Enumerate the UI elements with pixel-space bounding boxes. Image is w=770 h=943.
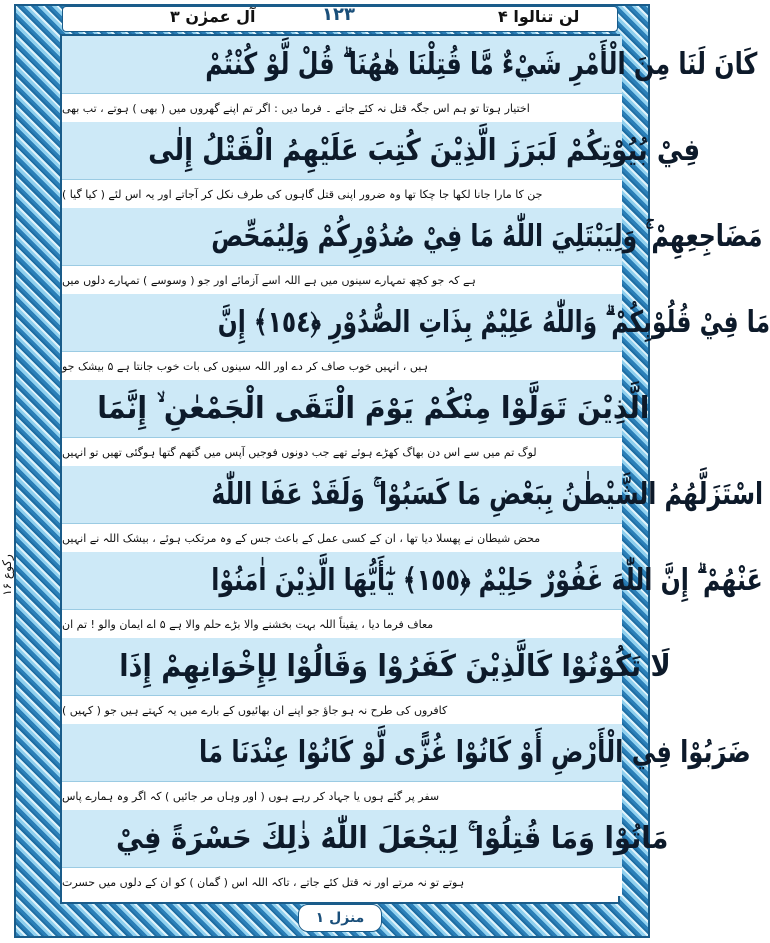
arabic-verse-line (62, 724, 751, 782)
urdu-translation-line (62, 868, 622, 896)
urdu-translation-line (62, 180, 622, 208)
arabic-verse-line (62, 638, 671, 696)
urdu-translation-line (62, 696, 622, 724)
urdu-translation-line (62, 782, 622, 810)
urdu-translation-text: جن کا مارا جانا لکھا جا چکا تھا وہ ضرور اپنی قتل گاہوں کی طرف نکل کر آجاتے اور یہ اس لئے ( کیا گیا ) (62, 187, 543, 201)
arabic-verse-text: اسْتَزَلَّهُمُ الشَّيْطٰنُ بِبَعْضِ مَا كَسَبُوْا ۚ وَلَقَدْ عَفَا اللّٰهُ (211, 477, 764, 512)
urdu-translation-line (62, 610, 622, 638)
manzil-label: منزل ۱ (298, 904, 382, 932)
arabic-verse-line (62, 466, 764, 524)
arabic-verse-line (62, 294, 770, 352)
page-number: ۱۲۳ (322, 4, 355, 25)
urdu-translation-line (62, 266, 622, 294)
arabic-verse-text: فِيْ بُيُوْتِكُمْ لَبَرَزَ الَّذِيْنَ كُتِبَ عَلَيْهِمُ الْقَتْلُ إِلٰى (148, 133, 701, 168)
urdu-translation-line (62, 438, 622, 466)
arabic-verse-line (62, 810, 669, 868)
arabic-verse-text: عَنْهُمْ ۗ إِنَّ اللّٰهَ غَفُوْرٌ حَلِيْمٌ ﴿١٥٥﴾ يٰٓأَيُّهَا الَّذِيْنَ اٰمَنُوْا (211, 563, 763, 598)
arabic-verse-text: الَّذِيْنَ تَوَلَّوْا مِنْكُمْ يَوْمَ الْتَقَى الْجَمْعٰنِ ۙ إِنَّمَا (97, 391, 650, 426)
urdu-translation-text: ہیں ، انہیں خوب صاف کر دے اور اللہ سینوں کی بات خوب جانتا ہے ۵ بیشک جو (62, 359, 428, 373)
urdu-translation-text: اختیار ہوتا تو ہم اس جگہ قتل نہ کئے جاتے ۔ فرما دیں : اگر تم اپنے گھروں میں ( بھی ) ہوتے ، تب بھی (62, 101, 530, 115)
verse-content (62, 36, 770, 902)
arabic-verse-text: مَاتُوْا وَمَا قُتِلُوْا ۚ لِيَجْعَلَ اللّٰهُ ذٰلِكَ حَسْرَةً فِيْ (115, 821, 669, 856)
urdu-translation-line (62, 352, 622, 380)
urdu-translation-text: سفر پر گئے ہوں یا جہاد کر رہے ہوں ( اور وہاں مر جائیں ) کہ اگر وہ ہمارے پاس (62, 789, 440, 803)
ruku-marker-text: رکوع ۱۶ (0, 554, 15, 596)
urdu-translation-text: معاف فرما دیا ، یقیناً اللہ بہت بخشنے والا بڑے حلم والا ہے ۵ اے ایمان والو ! تم ان (62, 617, 434, 631)
arabic-verse-text: مَا فِيْ قُلُوْبِكُمْ ۗ وَاللّٰهُ عَلِيْمٌ بِذَاتِ الصُّدُوْرِ ﴿١٥٤﴾ إِنَّ (217, 305, 770, 340)
arabic-verse-text: مَضَاجِعِهِمْ ۚ وَلِيَبْتَلِيَ اللّٰهُ مَا فِيْ صُدُوْرِكُمْ وَلِيُمَحِّصَ (211, 219, 763, 254)
arabic-verse-text: ضَرَبُوْا فِي الْأَرْضِ أَوْ كَانُوْا غُزًّى لَّوْ كَانُوْا عِنْدَنَا مَا (199, 735, 751, 770)
arabic-verse-text: لَا تَكُوْنُوْا كَالَّذِيْنَ كَفَرُوْا وَقَالُوْا لِإِخْوَانِهِمْ إِذَا (119, 649, 671, 684)
arabic-verse-text: كَانَ لَنَا مِنَ الْأَمْرِ شَيْءٌ مَّا قُتِلْنَا هٰهُنَا ۗ قُلْ لَّوْ كُنْتُمْ (205, 47, 758, 82)
urdu-translation-text: ہوتے تو نہ مرتے اور نہ قتل کئے جاتے ، تاکہ اللہ اس ( گمان ) کو ان کے دلوں میں حسرت (62, 875, 465, 889)
surah-title: آل عمرٰن ۳ (170, 7, 256, 26)
urdu-translation-text: محض شیطان نے پھسلا دیا تھا ، ان کے کسی عمل کے باعث جس کے وہ مرتکب ہوئے ، بیشک اللہ نے انہیں (62, 531, 541, 545)
arabic-verse-line (62, 36, 758, 94)
arabic-verse-line (62, 208, 763, 266)
arabic-verse-line (62, 380, 650, 438)
urdu-translation-line (62, 94, 622, 122)
urdu-translation-text: کافروں کی طرح نہ ہو جاؤ جو اپنے ان بھائیوں کے بارے میں یہ کہتے ہیں جو ( کہیں ) (62, 703, 448, 717)
ruku-marker (0, 545, 14, 605)
urdu-translation-text: لوگ تم میں سے اس دن بھاگ کھڑے ہوئے تھے جب دونوں فوجیں آپس میں گتھم گتھا ہوگئی تھیں تو انہیں (62, 445, 537, 459)
arabic-verse-line (62, 552, 763, 610)
para-title: لن تنالوا ۴ (498, 7, 580, 26)
urdu-translation-line (62, 524, 622, 552)
urdu-translation-text: ہے کہ جو کچھ تمہارے سینوں میں ہے اللہ اسے آزمائے اور جو ( وسوسے ) تمہارے دلوں میں (62, 273, 476, 287)
arabic-verse-line (62, 122, 701, 180)
